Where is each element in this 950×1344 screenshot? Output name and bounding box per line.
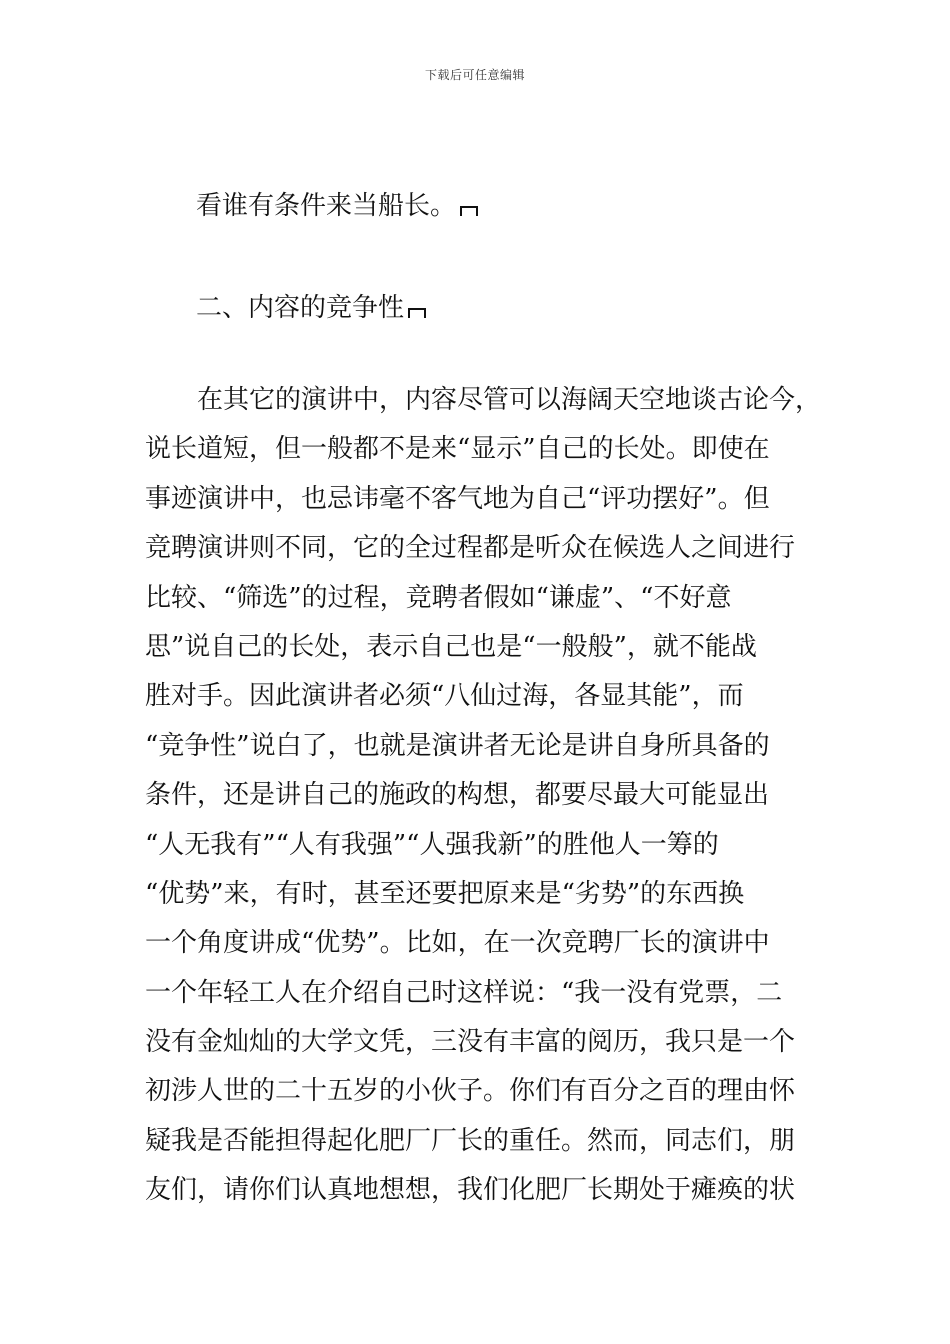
paragraph-mark-icon	[408, 308, 426, 318]
body-line: 初涉人世的二十五岁的小伙子。你们有百分之百的理由怀	[145, 1076, 796, 1107]
body-line: 在其它的演讲中，内容尽管可以海阔天空地谈古论今，	[197, 385, 822, 415]
paragraph-mark-icon	[460, 206, 478, 216]
text-line-captain-text: 看谁有条件来当船长。	[196, 191, 457, 221]
body-line: “优势”来，有时，甚至还要把原来是“劣势”的东西换	[145, 878, 745, 909]
body-line: 疑我是否能担得起化肥厂厂长的重任。然而，同志们，朋	[145, 1125, 796, 1156]
body-line: 没有金灿灿的大学文凭，三没有丰富的阅历，我只是一个	[145, 1027, 796, 1058]
body-line: “竞争性”说白了，也就是演讲者无论是讲自身所具备的	[145, 730, 770, 761]
body-paragraph	[145, 376, 825, 1216]
body-line: 一个年轻工人在介绍自己时这样说：“我一没有党票，二	[145, 977, 783, 1008]
body-line: 说长道短，但一般都不是来“显示”自己的长处。即使在	[145, 434, 770, 465]
body-line: 比较、“筛选”的过程，竞聘者假如“谦虚”、“不好意	[145, 582, 732, 613]
text-line-captain	[196, 185, 478, 222]
section-heading	[196, 287, 426, 324]
body-line: 友们，请你们认真地想想，我们化肥厂长期处于瘫痪的状	[145, 1175, 796, 1206]
body-line: 思”说自己的长处，表示自己也是“一般般”，就不能战	[145, 631, 757, 662]
header-note: 下载后可任意编辑	[424, 68, 525, 82]
section-heading-text: 二、内容的竞争性	[196, 293, 405, 323]
body-line: 事迹演讲中，也忌讳毫不客气地为自己“评功摆好”。但	[145, 483, 770, 514]
body-line: 竞聘演讲则不同，它的全过程都是听众在候选人之间进行	[145, 533, 796, 564]
body-line: 条件，还是讲自己的施政的构想，都要尽最大可能显出	[145, 780, 770, 811]
body-line: 一个角度讲成“优势”。比如，在一次竞聘厂长的演讲中	[145, 928, 770, 959]
body-line: 胜对手。因此演讲者必须“八仙过海，各显其能”，而	[145, 681, 744, 712]
body-line: “人无我有”“人有我强”“人强我新”的胜他人一筹的	[145, 829, 719, 860]
